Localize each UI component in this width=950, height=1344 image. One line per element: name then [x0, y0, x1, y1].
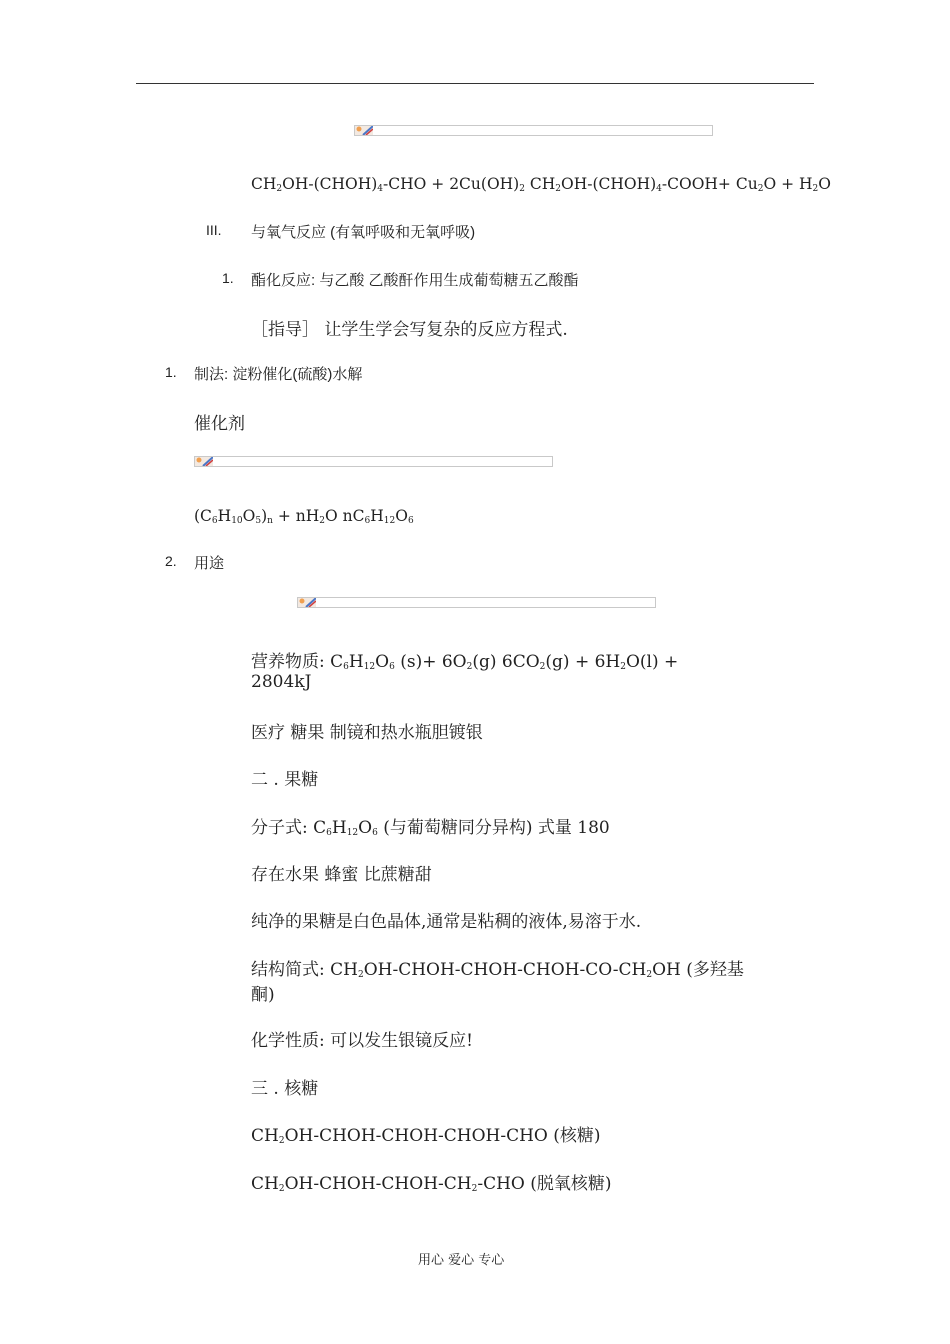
catalyst-label: 催化剂: [194, 414, 245, 434]
guide-note: ［指导］ 让学生学会写复杂的反应方程式.: [251, 320, 568, 340]
image-placeholder: [354, 125, 713, 136]
broken-image-icon: [355, 126, 373, 135]
starch-hydrolysis-equation: $(C_6H_{10}O_5)_n + nH_2O$ $nC_6H_{12}O_6$: [194, 507, 414, 526]
glucose-oxidation-equation: $CH_2OH-(CHOH)_4$-CHO + $2Cu(OH)_2$ $CH_2OH-(CHOH)_4-COOH+ Cu_2O + H_2O$: [251, 175, 831, 194]
deoxyribose-formula: $CH_2OH-CHOH-CHOH-CH_2$-CHO (脱氧核糖): [251, 1174, 612, 1194]
list-item: 制法: 淀粉催化(硫酸)水解: [194, 366, 363, 383]
list-marker: 2.: [165, 553, 177, 569]
nutrition-equation: 营养物质: $C_6H_{12}O_6$ $(s)+ 6O_2(g) 6CO_2(g) + 6H_2O(l)$ +: [251, 652, 679, 672]
header-rule: [136, 83, 814, 84]
list-item: 与氧气反应 (有氧呼吸和无氧呼吸): [251, 224, 476, 241]
medical-uses: 医疗 糖果 制镜和热水瓶胆镀银: [251, 723, 483, 743]
list-marker: III.: [206, 222, 222, 238]
image-placeholder: [194, 456, 553, 467]
list-item: 用途: [194, 555, 225, 572]
structural-formula: 结构简式: $CH_2OH-CHOH-CHOH-CHOH-CO-CH_2OH$ (多羟基: [251, 960, 744, 980]
structural-formula-cont: 酮): [251, 985, 275, 1005]
occurrence: 存在水果 蜂蜜 比蔗糖甜: [251, 865, 432, 885]
image-placeholder: [297, 597, 656, 608]
page-footer: 用心 爱心 专心: [418, 1253, 505, 1268]
section-heading: 二 . 果糖: [251, 770, 319, 790]
broken-image-icon: [298, 598, 316, 607]
molecular-formula: 分子式: $C_6H_{12}O_6$ (与葡萄糖同分异构) 式量 180: [251, 818, 610, 838]
nutrition-energy: 2804kJ: [251, 672, 312, 692]
list-marker: 1.: [222, 270, 234, 286]
list-item: 酯化反应: 与乙酸 乙酸酐作用生成葡萄糖五乙酸酯: [251, 272, 579, 289]
ribose-formula: $CH_2OH-CHOH-CHOH-CHOH$-CHO (核糖): [251, 1126, 601, 1146]
physical-property: 纯净的果糖是白色晶体,通常是粘稠的液体,易溶于水.: [251, 912, 642, 932]
section-heading: 三 . 核糖: [251, 1079, 319, 1099]
broken-image-icon: [195, 457, 213, 466]
chemical-property: 化学性质: 可以发生银镜反应!: [251, 1031, 473, 1051]
list-marker: 1.: [165, 364, 177, 380]
